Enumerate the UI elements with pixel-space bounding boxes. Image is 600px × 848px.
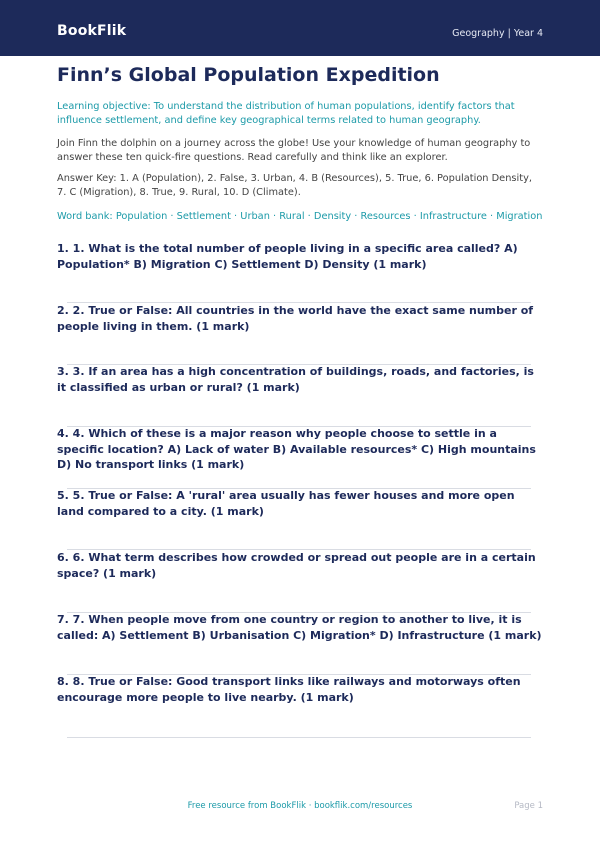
question-1: 1. 1. What is the total number of people living in a specific area called? A) Population* B) Migration C) Settlement D) Density (1 mark) [57, 242, 518, 271]
word-bank: Word bank: Population · Settlement · Urban · Rural · Density · Resources · Infrastructure · Migration [57, 211, 543, 222]
question-8: 8. 8. True or False: Good transport links like railways and motorways often encourage more people to live nearby. (1 mark) [57, 675, 521, 704]
question-4: 4. 4. Which of these is a major reason why people choose to settle in a specific location? A) Lack of water B) Available resources* C) High mountains D) No transport links (1 mark) [57, 427, 536, 471]
brand-logo[interactable]: BookFlik [57, 23, 127, 39]
answer-key: Answer Key: 1. A (Population), 2. False, 3. Urban, 4. B (Resources), 5. True, 6. Population Density, 7. C (Migration), 8. True, 9. Rural, 10. D (Climate). [57, 173, 532, 198]
question-2: 2. 2. True or False: All countries in the world have the exact same number of people living in them. (1 mark) [57, 304, 534, 333]
question-3: 3. 3. If an area has a high concentration of buildings, roads, and factories, is it classified as urban or rural? (1 mark) [57, 365, 534, 394]
top-bar [0, 0, 600, 56]
page-number: Page 1 [514, 801, 543, 811]
intro-text: Join Finn the dolphin on a journey across the globe! Use your knowledge of human geography to answer these ten quick-fire questions. Read carefully and think like an explorer. [57, 138, 531, 163]
footer-text[interactable]: Free resource from BookFlik · bookflik.com/resources [187, 801, 413, 811]
breadcrumb: Geography | Year 4 [452, 28, 543, 39]
question-7: 7. 7. When people move from one country or region to another to live, it is called: A) Settlement B) Urbanisation C) Migration* D) Infrastructure (1 mark) [57, 613, 542, 642]
page-title: Finn’s Global Population Expedition [57, 64, 440, 86]
question-6: 6. 6. What term describes how crowded or spread out people are in a certain space? (1 mark) [57, 551, 536, 580]
learning-objective: Learning objective: To understand the distribution of human populations, identify factors that influence settlement, and define key geographical terms related to human geography. [57, 101, 515, 126]
question-5: 5. 5. True or False: A 'rural' area usually has fewer houses and more open land compared to a city. (1 mark) [57, 489, 515, 518]
divider [67, 737, 531, 738]
